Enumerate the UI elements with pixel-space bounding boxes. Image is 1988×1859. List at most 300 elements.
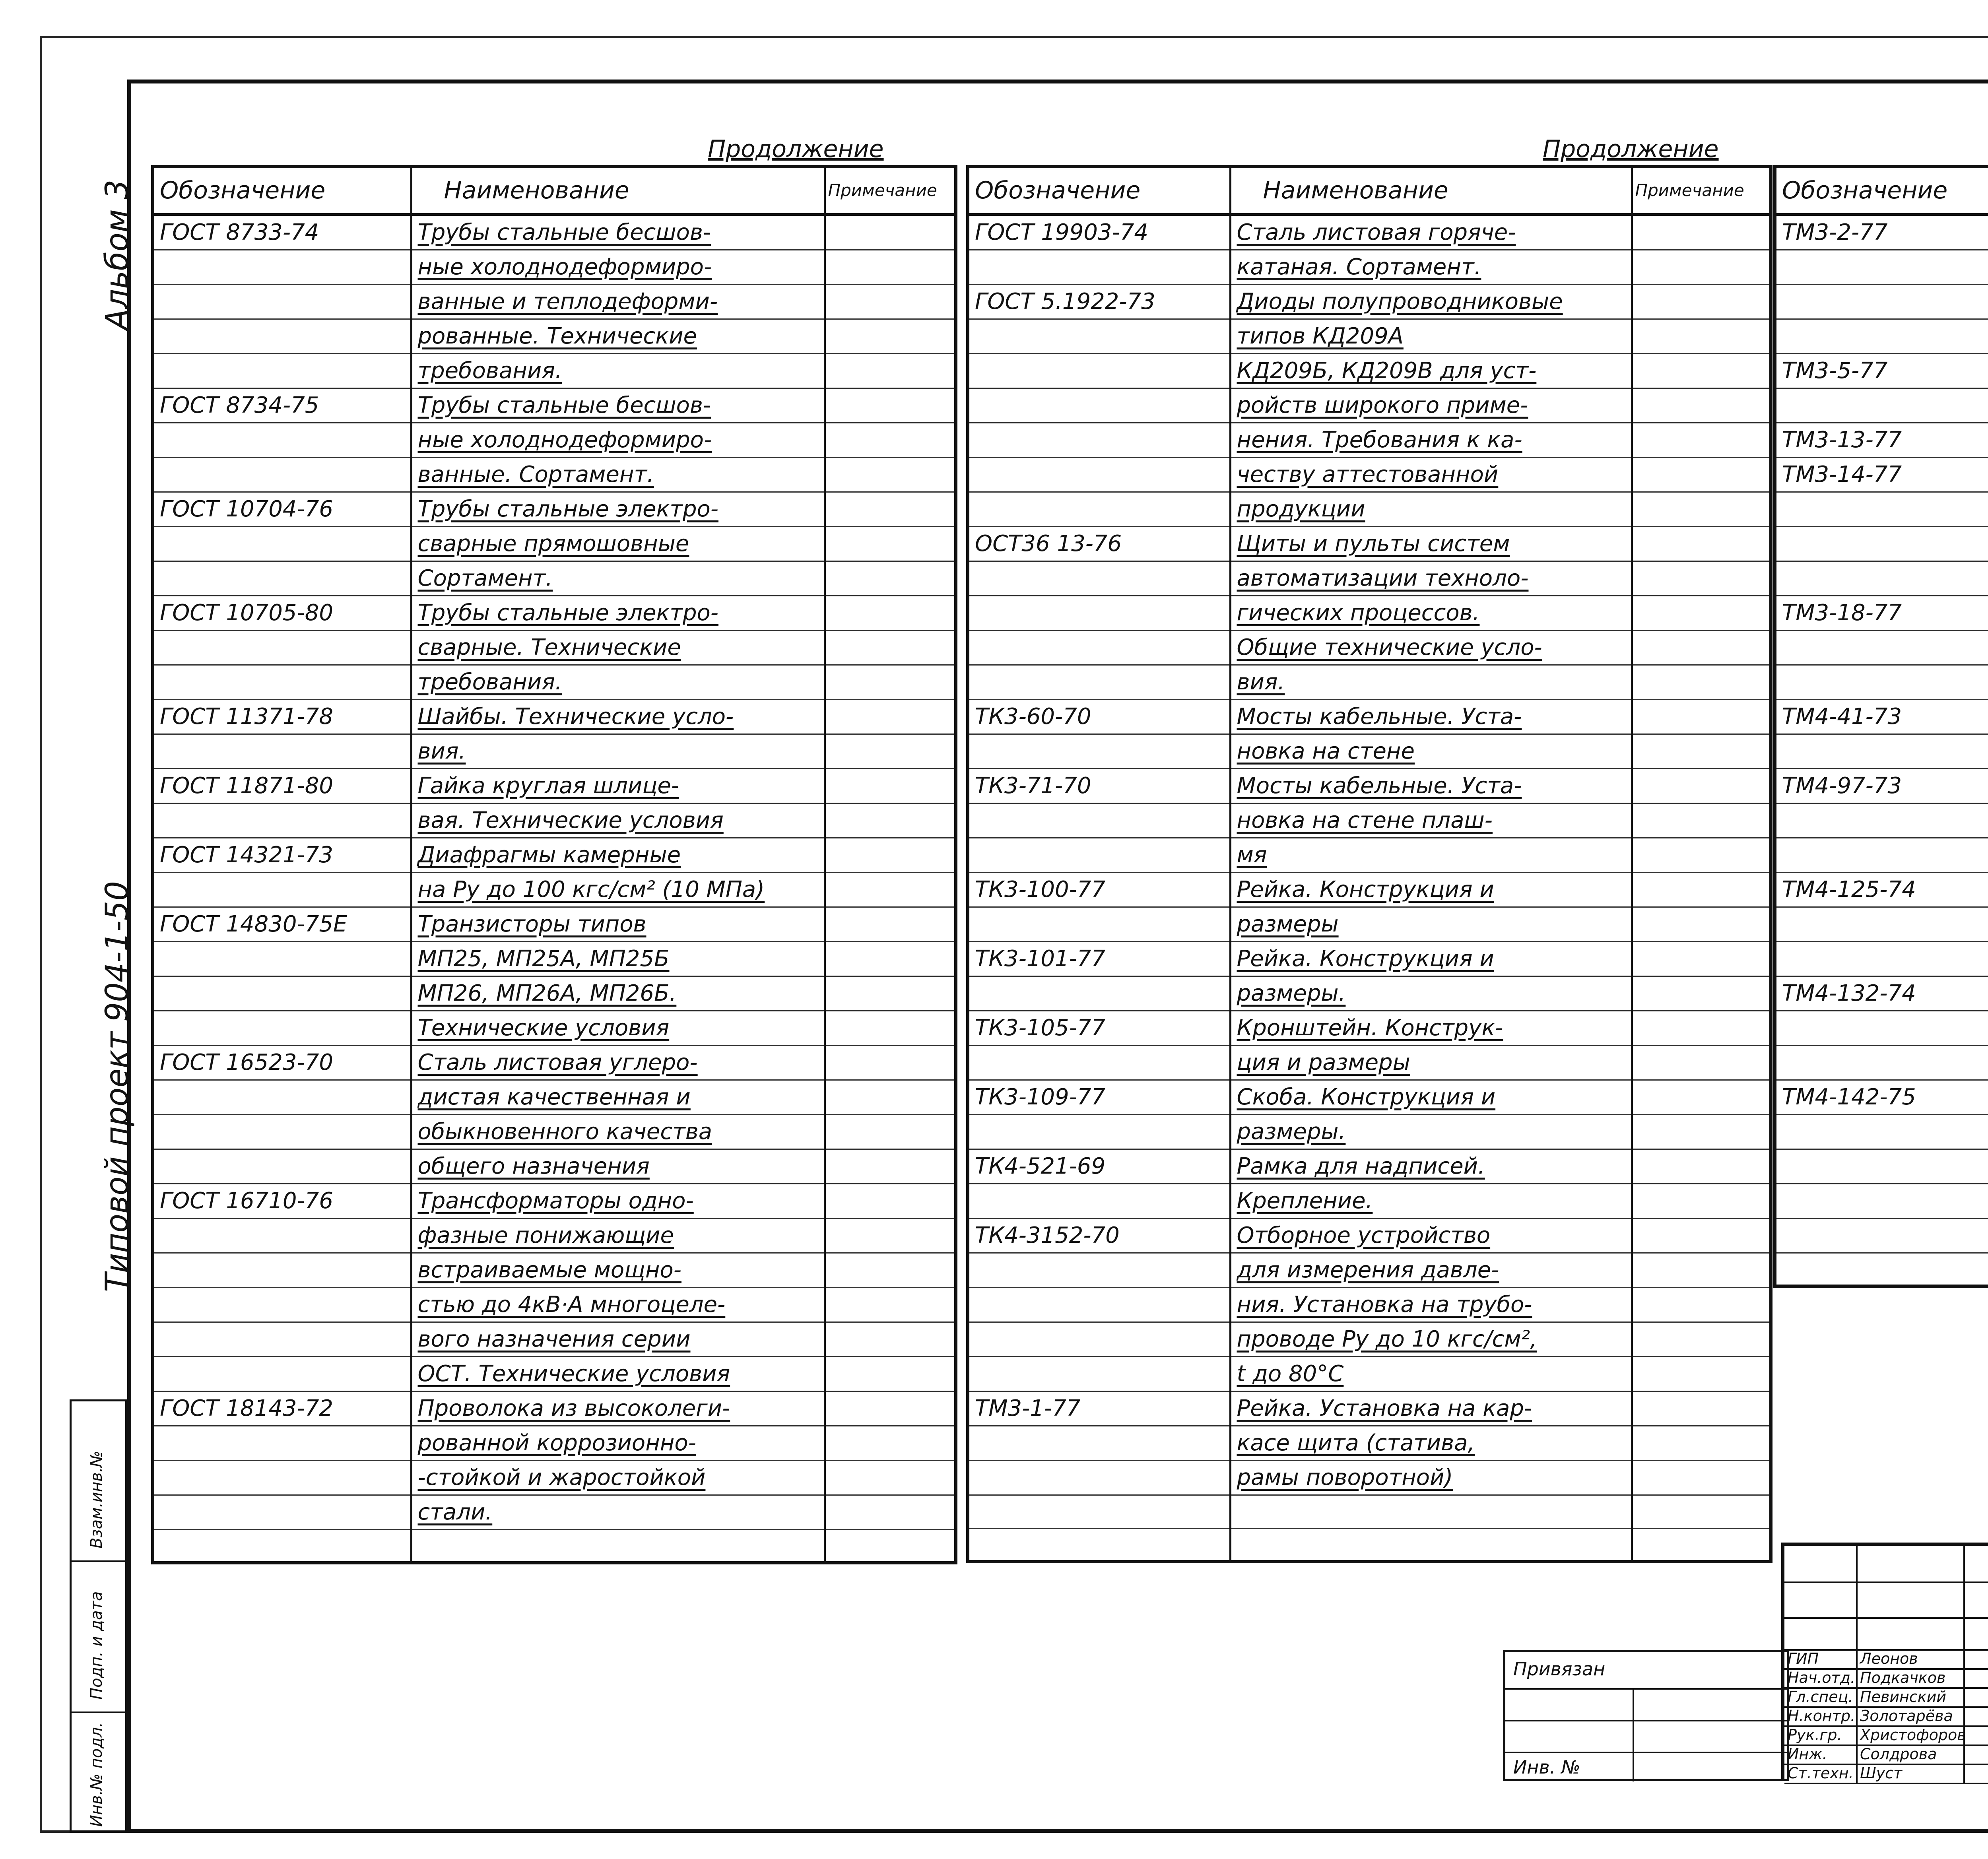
table-row — [153, 492, 956, 526]
note-cell — [825, 1460, 956, 1495]
table-row — [968, 734, 1771, 768]
designation-cell — [153, 1529, 411, 1563]
note-cell — [1632, 803, 1771, 838]
designation-cell — [153, 976, 411, 1011]
col-note: Примечание — [825, 167, 956, 214]
designation-cell: ТМ3-13-77 — [1775, 423, 1988, 457]
designation-cell: ТК3-101-77 — [968, 941, 1230, 976]
table-header-row — [968, 167, 1771, 214]
name-cell: вого назначения серии — [411, 1322, 825, 1356]
table-row — [1775, 319, 1988, 353]
designation-cell — [153, 353, 411, 388]
name-cell: встраиваемые мощно- — [411, 1253, 825, 1287]
note-cell — [825, 1149, 956, 1184]
name-cell: Рейка. Конструкция и — [1230, 941, 1632, 976]
name-cell: ные холоднодеформиро- — [411, 423, 825, 457]
table-row — [153, 1356, 956, 1391]
table-row — [1775, 1149, 1988, 1184]
designation-cell — [968, 838, 1230, 872]
designation-cell: ГОСТ 16523-70 — [153, 1045, 411, 1080]
designation-cell: ТК3-71-70 — [968, 768, 1230, 803]
designation-cell: ТМ3-18-77 — [1775, 596, 1988, 630]
col-name: Наименование — [411, 167, 825, 214]
designation-cell — [1775, 284, 1988, 319]
binding-inv-label: Инв. № — [1513, 1756, 1580, 1778]
role-person: Певинский — [1860, 1688, 1947, 1706]
designation-cell — [153, 1080, 411, 1114]
note-cell — [825, 526, 956, 561]
table-row — [153, 838, 956, 872]
note-cell — [1632, 423, 1771, 457]
table-row — [153, 561, 956, 596]
name-cell: Проволока из высоколеги- — [411, 1391, 825, 1426]
designation-cell — [1775, 941, 1988, 976]
designation-cell: ТМ4-132-74 — [1775, 976, 1988, 1011]
inv-orig-label: Инв.№ подл. — [87, 1722, 106, 1827]
name-cell: Рейка. Конструкция и — [1230, 872, 1632, 907]
note-cell — [1632, 1287, 1771, 1322]
table-row — [968, 768, 1771, 803]
designation-cell — [1775, 630, 1988, 665]
note-cell — [825, 423, 956, 457]
table-row — [153, 907, 956, 941]
table-row — [1775, 1114, 1988, 1149]
designation-cell — [153, 1322, 411, 1356]
note-cell — [825, 1114, 956, 1149]
designation-cell: ГОСТ 10704-76 — [153, 492, 411, 526]
table-row — [153, 699, 956, 734]
col-name: Наименование — [1230, 167, 1632, 214]
note-cell — [1632, 250, 1771, 284]
spec-table-left — [151, 165, 957, 1564]
name-cell: Отборное устройство — [1230, 1218, 1632, 1253]
note-cell — [1632, 1495, 1771, 1528]
note-cell — [825, 907, 956, 941]
designation-cell — [1775, 388, 1988, 423]
table-row — [1775, 1011, 1988, 1045]
name-cell: обыкновенного качества — [411, 1114, 825, 1149]
note-cell — [1632, 1114, 1771, 1149]
table-row — [968, 1528, 1771, 1562]
designation-cell — [968, 423, 1230, 457]
table-row — [968, 941, 1771, 976]
table-row — [968, 872, 1771, 907]
table-row — [1775, 526, 1988, 561]
designation-cell — [968, 734, 1230, 768]
designation-cell: ТК4-3152-70 — [968, 1218, 1230, 1253]
designation-cell — [153, 1460, 411, 1495]
note-cell — [1632, 1218, 1771, 1253]
note-cell — [825, 1391, 956, 1426]
table-row — [1775, 353, 1988, 388]
table-row — [968, 1253, 1771, 1287]
table-row — [153, 1114, 956, 1149]
note-cell — [825, 734, 956, 768]
designation-cell — [968, 596, 1230, 630]
designation-cell — [153, 665, 411, 699]
designation-cell: ТК3-109-77 — [968, 1080, 1230, 1114]
name-cell: катаная. Сортамент. — [1230, 250, 1632, 284]
table-row — [153, 1149, 956, 1184]
designation-cell: ГОСТ 19903-74 — [968, 214, 1230, 250]
note-cell — [1632, 665, 1771, 699]
designation-cell — [968, 1322, 1230, 1356]
role-label: Н.контр. — [1788, 1707, 1856, 1725]
name-cell: ванные и теплодеформи- — [411, 284, 825, 319]
role-label: ГИП — [1788, 1650, 1819, 1667]
role-row-divider — [1784, 1783, 1988, 1784]
name-cell: Шайбы. Технические усло- — [411, 699, 825, 734]
designation-cell — [153, 1495, 411, 1529]
note-cell — [1632, 1149, 1771, 1184]
designation-cell — [1775, 492, 1988, 526]
name-cell: Рейка. Установка на кар- — [1230, 1391, 1632, 1426]
name-cell: вия. — [411, 734, 825, 768]
name-cell — [1230, 1495, 1632, 1528]
table-row — [153, 250, 956, 284]
table-row — [968, 1149, 1771, 1184]
name-cell: Диафрагмы камерные — [411, 838, 825, 872]
name-cell: Трубы стальные бесшов- — [411, 388, 825, 423]
table-row — [153, 457, 956, 492]
name-cell: ройств широкого приме- — [1230, 388, 1632, 423]
name-cell: гических процессов. — [1230, 596, 1632, 630]
designation-cell — [153, 872, 411, 907]
col-designation: Обозначение — [968, 167, 1230, 214]
note-cell — [1632, 353, 1771, 388]
table-row — [153, 976, 956, 1011]
name-cell: Сталь листовая горяче- — [1230, 214, 1632, 250]
designation-cell — [153, 1287, 411, 1322]
designation-cell — [968, 561, 1230, 596]
name-cell: ные холоднодеформиро- — [411, 250, 825, 284]
role-label: Нач.отд. — [1788, 1669, 1856, 1686]
name-cell: Крепление. — [1230, 1184, 1632, 1218]
designation-cell — [968, 250, 1230, 284]
designation-cell — [1775, 319, 1988, 353]
table-row — [968, 319, 1771, 353]
designation-cell — [1775, 1184, 1988, 1218]
note-cell — [1632, 768, 1771, 803]
table-row — [968, 630, 1771, 665]
designation-cell — [1775, 1218, 1988, 1253]
table-row — [1775, 699, 1988, 734]
designation-cell — [153, 1253, 411, 1287]
table-row — [1775, 1253, 1988, 1286]
role-person: Подкачков — [1860, 1669, 1946, 1686]
designation-cell: ТМ3-5-77 — [1775, 353, 1988, 388]
designation-cell — [1775, 734, 1988, 768]
name-cell: Диоды полупроводниковые — [1230, 284, 1632, 319]
name-cell: проводе Ру до 10 кгс/см², — [1230, 1322, 1632, 1356]
table-row — [968, 423, 1771, 457]
designation-cell — [968, 1114, 1230, 1149]
designation-cell — [968, 1495, 1230, 1528]
note-cell — [1632, 319, 1771, 353]
name-cell: требования. — [411, 665, 825, 699]
designation-cell — [153, 561, 411, 596]
name-cell: фазные понижающие — [411, 1218, 825, 1253]
name-cell: Общие технические усло- — [1230, 630, 1632, 665]
designation-cell — [1775, 1045, 1988, 1080]
note-cell — [1632, 1253, 1771, 1287]
name-cell: типов КД209А — [1230, 319, 1632, 353]
table-row — [1775, 665, 1988, 699]
name-cell: требования. — [411, 353, 825, 388]
designation-cell: ТК4-521-69 — [968, 1149, 1230, 1184]
note-cell — [825, 1426, 956, 1460]
table-row — [153, 388, 956, 423]
note-cell — [1632, 596, 1771, 630]
name-cell: для измерения давле- — [1230, 1253, 1632, 1287]
col-designation: Обозначение — [1775, 167, 1988, 214]
note-cell — [825, 214, 956, 250]
note-cell — [1632, 976, 1771, 1011]
name-cell: размеры. — [1230, 1114, 1632, 1149]
left-approval-stamp — [70, 1399, 127, 1833]
role-person: Леонов — [1860, 1650, 1918, 1667]
name-cell: Трубы стальные электро- — [411, 492, 825, 526]
table-row — [1775, 1184, 1988, 1218]
note-cell — [825, 596, 956, 630]
name-cell: Сталь листовая углеро- — [411, 1045, 825, 1080]
note-cell — [825, 976, 956, 1011]
note-cell — [1632, 1080, 1771, 1114]
designation-cell — [153, 1114, 411, 1149]
table-row — [968, 388, 1771, 423]
name-cell: КД209Б, КД209В для уст- — [1230, 353, 1632, 388]
note-cell — [825, 1080, 956, 1114]
designation-cell — [153, 1149, 411, 1184]
designation-cell: ГОСТ 8733-74 — [153, 214, 411, 250]
designation-cell — [968, 1045, 1230, 1080]
table-row — [1775, 630, 1988, 665]
designation-cell: ТМ4-41-73 — [1775, 699, 1988, 734]
designation-cell: ГОСТ 14321-73 — [153, 838, 411, 872]
note-cell — [825, 250, 956, 284]
designation-cell: ТК3-60-70 — [968, 699, 1230, 734]
designation-cell — [153, 803, 411, 838]
designation-cell: ТК3-105-77 — [968, 1011, 1230, 1045]
table-row — [968, 1218, 1771, 1253]
note-cell — [825, 319, 956, 353]
note-cell — [825, 1218, 956, 1253]
table-row — [153, 1011, 956, 1045]
note-cell — [1632, 492, 1771, 526]
name-cell: -стойкой и жаростойкой — [411, 1460, 825, 1495]
note-cell — [1632, 1356, 1771, 1391]
table-row — [1775, 492, 1988, 526]
table-row — [153, 768, 956, 803]
table-row — [1775, 250, 1988, 284]
name-cell: честву аттестованной — [1230, 457, 1632, 492]
replace-inv-label: Взам.инв.№ — [87, 1450, 106, 1549]
table-row — [153, 872, 956, 907]
designation-cell — [968, 1287, 1230, 1322]
designation-cell — [153, 1011, 411, 1045]
col-note: Примечание — [1632, 167, 1771, 214]
note-cell — [825, 838, 956, 872]
continuation-label-middle: Продолжение — [1543, 135, 1719, 163]
name-cell: касе щита (статива, — [1230, 1426, 1632, 1460]
name-cell: ния. Установка на трубо- — [1230, 1287, 1632, 1322]
note-cell — [1632, 1391, 1771, 1426]
designation-cell: ГОСТ 11371-78 — [153, 699, 411, 734]
table-row — [968, 526, 1771, 561]
name-cell: Трубы стальные электро- — [411, 596, 825, 630]
table-row — [968, 803, 1771, 838]
col-designation: Обозначение — [153, 167, 411, 214]
table-header-row — [1775, 167, 1988, 214]
designation-cell — [968, 319, 1230, 353]
table-row — [968, 1391, 1771, 1426]
designation-cell — [1775, 526, 1988, 561]
note-cell — [1632, 699, 1771, 734]
table-row — [153, 423, 956, 457]
album-label: Альбом 3 — [99, 179, 135, 330]
designation-cell — [1775, 665, 1988, 699]
note-cell — [825, 1322, 956, 1356]
designation-cell — [1775, 1114, 1988, 1149]
name-cell: новка на стене плаш- — [1230, 803, 1632, 838]
table-row — [1775, 768, 1988, 803]
table-row — [153, 803, 956, 838]
table-row — [153, 214, 956, 250]
role-label: Ст.техн. — [1788, 1764, 1854, 1782]
note-cell — [1632, 872, 1771, 907]
designation-cell — [1775, 803, 1988, 838]
name-cell: Щиты и пульты систем — [1230, 526, 1632, 561]
table-row — [1775, 872, 1988, 907]
table-row — [1775, 561, 1988, 596]
designation-cell: ГОСТ 14830-75Е — [153, 907, 411, 941]
table-row — [153, 1045, 956, 1080]
name-cell: нения. Требования к ка- — [1230, 423, 1632, 457]
table-row — [968, 1287, 1771, 1322]
name-cell: ция и размеры — [1230, 1045, 1632, 1080]
name-cell: Гайка круглая шлице- — [411, 768, 825, 803]
table-row — [153, 284, 956, 319]
name-cell: сварные прямошовные — [411, 526, 825, 561]
table-row — [153, 1080, 956, 1114]
name-cell: МП26, МП26А, МП26Б. — [411, 976, 825, 1011]
note-cell — [825, 699, 956, 734]
note-cell — [1632, 941, 1771, 976]
name-cell: Кронштейн. Конструк- — [1230, 1011, 1632, 1045]
designation-cell — [153, 423, 411, 457]
note-cell — [1632, 1460, 1771, 1495]
note-cell — [825, 1045, 956, 1080]
name-cell: общего назначения — [411, 1149, 825, 1184]
designation-cell — [153, 457, 411, 492]
table-row — [968, 353, 1771, 388]
designation-cell — [1775, 250, 1988, 284]
note-cell — [1632, 630, 1771, 665]
note-cell — [825, 1287, 956, 1322]
designation-cell: ТК3-100-77 — [968, 872, 1230, 907]
designation-cell — [968, 1460, 1230, 1495]
designation-cell: ГОСТ 10705-80 — [153, 596, 411, 630]
designation-cell — [153, 941, 411, 976]
designation-cell: ТМ4-97-73 — [1775, 768, 1988, 803]
name-cell: продукции — [1230, 492, 1632, 526]
table-row — [968, 561, 1771, 596]
table-row — [1775, 1218, 1988, 1253]
table-row — [153, 526, 956, 561]
name-cell: Рамка для надписей. — [1230, 1149, 1632, 1184]
table-row — [968, 214, 1771, 250]
name-cell: стали. — [411, 1495, 825, 1529]
table-row — [1775, 423, 1988, 457]
designation-cell — [968, 492, 1230, 526]
table-row — [968, 1426, 1771, 1460]
note-cell — [825, 492, 956, 526]
table-row — [153, 1218, 956, 1253]
table-row — [153, 1184, 956, 1218]
name-cell: мя — [1230, 838, 1632, 872]
note-cell — [825, 768, 956, 803]
table-row — [968, 250, 1771, 284]
role-person: Золотарёва — [1860, 1707, 1953, 1725]
designation-cell — [1775, 1253, 1988, 1286]
note-cell — [825, 1356, 956, 1391]
designation-cell: ТМ4-125-74 — [1775, 872, 1988, 907]
table-row — [1775, 1080, 1988, 1114]
designation-cell — [153, 319, 411, 353]
name-cell: ОСТ. Технические условия — [411, 1356, 825, 1391]
note-cell — [1632, 1322, 1771, 1356]
name-cell: автоматизации техноло- — [1230, 561, 1632, 596]
name-cell: рамы поворотной) — [1230, 1460, 1632, 1495]
table-row — [968, 1460, 1771, 1495]
binding-label: Привязан — [1513, 1658, 1606, 1680]
table-row — [153, 734, 956, 768]
table-row — [153, 1426, 956, 1460]
table-row — [1775, 838, 1988, 872]
table-row — [1775, 976, 1988, 1011]
table-row — [968, 1080, 1771, 1114]
note-cell — [825, 284, 956, 319]
designation-cell — [968, 907, 1230, 941]
designation-cell — [968, 353, 1230, 388]
note-cell — [825, 457, 956, 492]
note-cell — [1632, 1426, 1771, 1460]
table-row — [1775, 734, 1988, 768]
name-cell: сварные. Технические — [411, 630, 825, 665]
designation-cell — [968, 630, 1230, 665]
note-cell — [825, 665, 956, 699]
designation-cell — [968, 1253, 1230, 1287]
note-cell — [825, 872, 956, 907]
note-cell — [825, 1011, 956, 1045]
role-label: Рук.гр. — [1788, 1726, 1842, 1744]
role-person: Солдрова — [1860, 1745, 1937, 1763]
role-label: Гл.спец. — [1788, 1688, 1853, 1706]
table-row — [1775, 388, 1988, 423]
designation-cell — [968, 1528, 1230, 1562]
table-row — [968, 665, 1771, 699]
continuation-label-left: Продолжение — [708, 135, 884, 163]
note-cell — [825, 561, 956, 596]
binding-block — [1503, 1650, 1789, 1781]
name-cell: размеры. — [1230, 976, 1632, 1011]
table-row — [153, 1287, 956, 1322]
table-row — [153, 1495, 956, 1529]
table-row — [968, 1011, 1771, 1045]
name-cell: Транзисторы типов — [411, 907, 825, 941]
table-row — [1775, 284, 1988, 319]
name-cell — [411, 1529, 825, 1563]
